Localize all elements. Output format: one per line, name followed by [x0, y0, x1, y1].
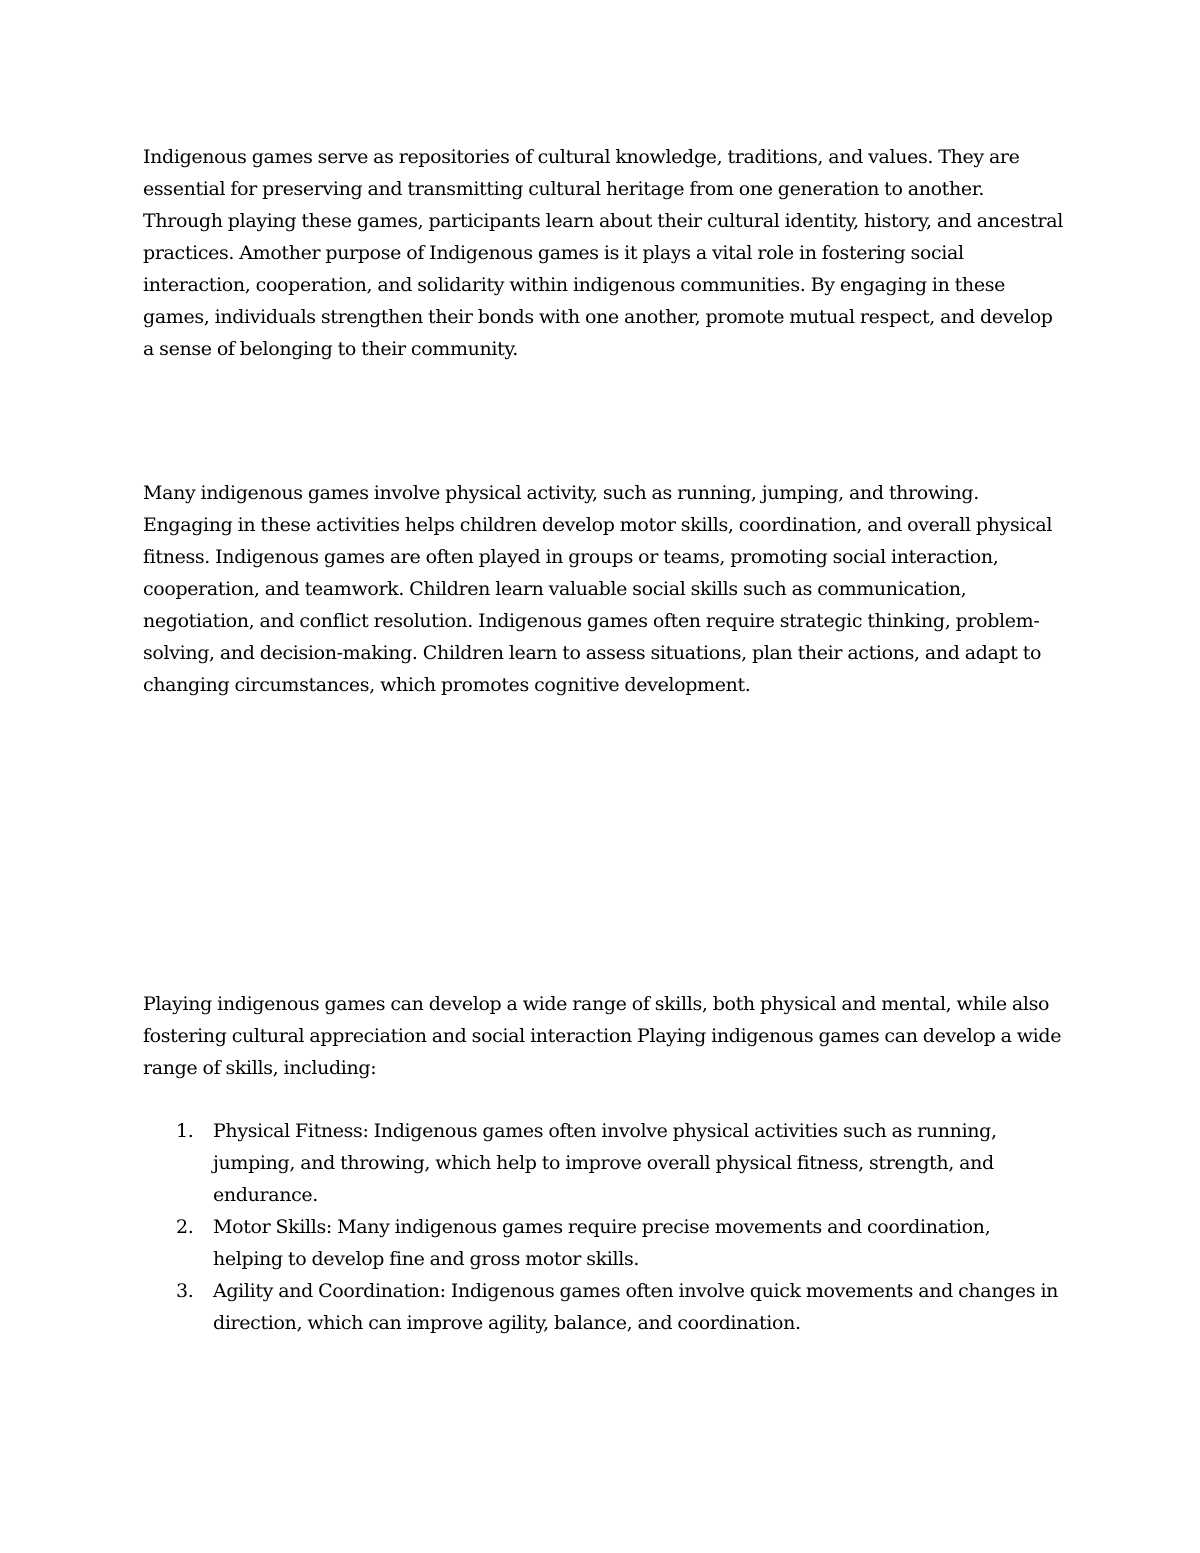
list-item-number: 2.: [176, 1216, 194, 1238]
list-item-number: 1.: [176, 1120, 194, 1142]
list-item: [143, 1211, 1063, 1275]
list-item-text: Motor Skills: Many indigenous games require precise movements and coordination, helping to develop fine and gross motor skills.: [213, 1216, 991, 1270]
list-item-number: 3.: [176, 1280, 194, 1302]
paragraph-child-development: Many indigenous games involve physical activity, such as running, jumping, and throwing. Engaging in these activities helps children develop motor skills, coordination, and overall physical fitness. Indigenous games are often played in groups or teams, promoting social interaction, cooperation, and teamwork. Children learn valuable social skills such as communication, negotiation, and conflict resolution. Indigenous games often require strategic thinking, problem-solving, and decision-making. Children learn to assess situations, plan their actions, and adapt to changing circumstances, which promotes cognitive development.: [143, 482, 1053, 696]
skills-list: [143, 1115, 1063, 1339]
list-item: [143, 1115, 1063, 1211]
list-item-text: Physical Fitness: Indigenous games often involve physical activities such as running, jumping, and throwing, which help to improve overall physical fitness, strength, and endurance.: [213, 1120, 997, 1206]
list-item: [143, 1275, 1063, 1339]
paragraph-cultural-purpose: Indigenous games serve as repositories of cultural knowledge, traditions, and values. They are essential for preserving and transmitting cultural heritage from one generation to another. Through playing these games, participants learn about their cultural identity, history, and ancestral practices. Amother purpose of Indigenous games is it plays a vital role in fostering social interaction, cooperation, and solidarity within indigenous communities. By engaging in these games, individuals strengthen their bonds with one another, promote mutual respect, and develop a sense of belonging to their community.: [143, 146, 1063, 360]
paragraph-skills-intro: Playing indigenous games can develop a wide range of skills, both physical and mental, while also fostering cultural appreciation and social interaction Playing indigenous games can develop a wide range of skills, including:: [143, 993, 1062, 1079]
list-item-text: Agility and Coordination: Indigenous games often involve quick movements and changes in direction, which can improve agility, balance, and coordination.: [213, 1280, 1059, 1334]
